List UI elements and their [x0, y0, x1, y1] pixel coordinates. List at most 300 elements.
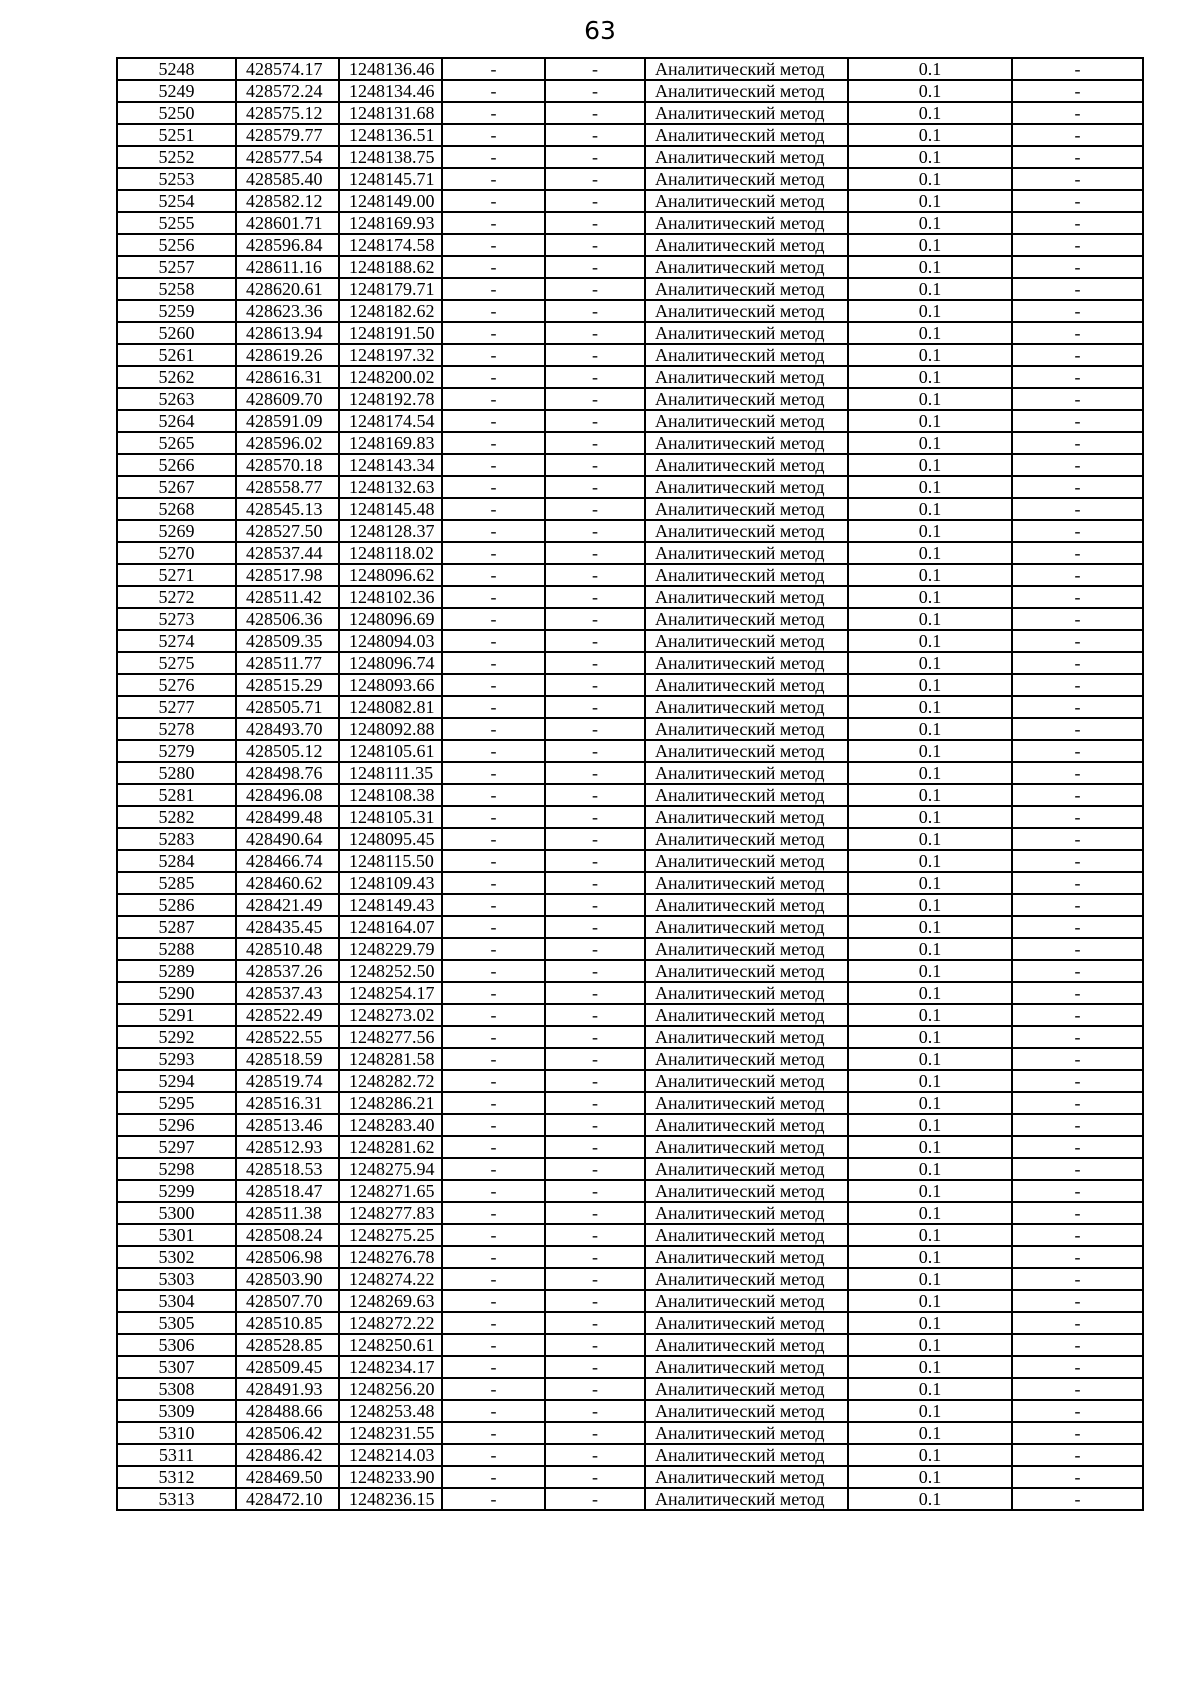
- dash-cell-c: -: [1012, 828, 1143, 850]
- y-coordinate-cell: 1248254.17: [339, 982, 442, 1004]
- dash-cell-b: -: [545, 982, 645, 1004]
- point-number-cell: 5303: [117, 1268, 236, 1290]
- accuracy-cell: 0.1: [848, 344, 1012, 366]
- dash-cell-a: -: [442, 564, 545, 586]
- dash-cell-c: -: [1012, 872, 1143, 894]
- y-coordinate-cell: 1248118.02: [339, 542, 442, 564]
- x-coordinate-cell: 428574.17: [236, 58, 339, 80]
- dash-cell-a: -: [442, 938, 545, 960]
- x-coordinate-cell: 428472.10: [236, 1488, 339, 1510]
- table-row: [117, 212, 1143, 234]
- accuracy-cell: 0.1: [848, 432, 1012, 454]
- dash-cell-b: -: [545, 916, 645, 938]
- table-row: [117, 300, 1143, 322]
- accuracy-cell: 0.1: [848, 168, 1012, 190]
- method-cell: Аналитический метод: [645, 1290, 848, 1312]
- y-coordinate-cell: 1248109.43: [339, 872, 442, 894]
- dash-cell-a: -: [442, 1400, 545, 1422]
- point-number-cell: 5261: [117, 344, 236, 366]
- accuracy-cell: 0.1: [848, 1070, 1012, 1092]
- dash-cell-a: -: [442, 190, 545, 212]
- accuracy-cell: 0.1: [848, 212, 1012, 234]
- x-coordinate-cell: 428518.59: [236, 1048, 339, 1070]
- accuracy-cell: 0.1: [848, 1092, 1012, 1114]
- x-coordinate-cell: 428591.09: [236, 410, 339, 432]
- method-cell: Аналитический метод: [645, 916, 848, 938]
- dash-cell-a: -: [442, 652, 545, 674]
- point-number-cell: 5262: [117, 366, 236, 388]
- dash-cell-c: -: [1012, 1114, 1143, 1136]
- dash-cell-a: -: [442, 916, 545, 938]
- point-number-cell: 5272: [117, 586, 236, 608]
- dash-cell-b: -: [545, 498, 645, 520]
- table-row: [117, 850, 1143, 872]
- accuracy-cell: 0.1: [848, 718, 1012, 740]
- table-row: [117, 608, 1143, 630]
- accuracy-cell: 0.1: [848, 1334, 1012, 1356]
- dash-cell-a: -: [442, 960, 545, 982]
- dash-cell-b: -: [545, 850, 645, 872]
- x-coordinate-cell: 428572.24: [236, 80, 339, 102]
- point-number-cell: 5297: [117, 1136, 236, 1158]
- method-cell: Аналитический метод: [645, 1114, 848, 1136]
- accuracy-cell: 0.1: [848, 520, 1012, 542]
- x-coordinate-cell: 428623.36: [236, 300, 339, 322]
- dash-cell-c: -: [1012, 124, 1143, 146]
- table-row: [117, 1070, 1143, 1092]
- dash-cell-b: -: [545, 256, 645, 278]
- x-coordinate-cell: 428496.08: [236, 784, 339, 806]
- dash-cell-a: -: [442, 1268, 545, 1290]
- point-number-cell: 5269: [117, 520, 236, 542]
- point-number-cell: 5253: [117, 168, 236, 190]
- point-number-cell: 5282: [117, 806, 236, 828]
- accuracy-cell: 0.1: [848, 828, 1012, 850]
- accuracy-cell: 0.1: [848, 1246, 1012, 1268]
- y-coordinate-cell: 1248281.58: [339, 1048, 442, 1070]
- table-row: [117, 476, 1143, 498]
- table-row: [117, 784, 1143, 806]
- table-row: [117, 916, 1143, 938]
- dash-cell-b: -: [545, 960, 645, 982]
- table-row: [117, 366, 1143, 388]
- method-cell: Аналитический метод: [645, 388, 848, 410]
- table-row: [117, 432, 1143, 454]
- point-number-cell: 5298: [117, 1158, 236, 1180]
- dash-cell-a: -: [442, 300, 545, 322]
- table-row: [117, 718, 1143, 740]
- dash-cell-a: -: [442, 1356, 545, 1378]
- dash-cell-a: -: [442, 872, 545, 894]
- y-coordinate-cell: 1248108.38: [339, 784, 442, 806]
- x-coordinate-cell: 428503.90: [236, 1268, 339, 1290]
- dash-cell-c: -: [1012, 1070, 1143, 1092]
- x-coordinate-cell: 428528.85: [236, 1334, 339, 1356]
- point-number-cell: 5299: [117, 1180, 236, 1202]
- dash-cell-c: -: [1012, 652, 1143, 674]
- dash-cell-b: -: [545, 388, 645, 410]
- accuracy-cell: 0.1: [848, 762, 1012, 784]
- dash-cell-b: -: [545, 1378, 645, 1400]
- dash-cell-b: -: [545, 696, 645, 718]
- accuracy-cell: 0.1: [848, 124, 1012, 146]
- y-coordinate-cell: 1248191.50: [339, 322, 442, 344]
- dash-cell-c: -: [1012, 1136, 1143, 1158]
- point-number-cell: 5307: [117, 1356, 236, 1378]
- method-cell: Аналитический метод: [645, 102, 848, 124]
- method-cell: Аналитический метод: [645, 190, 848, 212]
- dash-cell-c: -: [1012, 630, 1143, 652]
- table-row: [117, 652, 1143, 674]
- point-number-cell: 5248: [117, 58, 236, 80]
- y-coordinate-cell: 1248253.48: [339, 1400, 442, 1422]
- x-coordinate-cell: 428508.24: [236, 1224, 339, 1246]
- y-coordinate-cell: 1248096.74: [339, 652, 442, 674]
- dash-cell-b: -: [545, 1466, 645, 1488]
- point-number-cell: 5283: [117, 828, 236, 850]
- x-coordinate-cell: 428488.66: [236, 1400, 339, 1422]
- accuracy-cell: 0.1: [848, 278, 1012, 300]
- table-row: [117, 1378, 1143, 1400]
- x-coordinate-cell: 428510.48: [236, 938, 339, 960]
- dash-cell-b: -: [545, 300, 645, 322]
- method-cell: Аналитический метод: [645, 828, 848, 850]
- x-coordinate-cell: 428516.31: [236, 1092, 339, 1114]
- method-cell: Аналитический метод: [645, 630, 848, 652]
- dash-cell-c: -: [1012, 1356, 1143, 1378]
- table-row: [117, 894, 1143, 916]
- point-number-cell: 5309: [117, 1400, 236, 1422]
- table-row: [117, 124, 1143, 146]
- accuracy-cell: 0.1: [848, 1268, 1012, 1290]
- dash-cell-a: -: [442, 410, 545, 432]
- point-number-cell: 5310: [117, 1422, 236, 1444]
- dash-cell-c: -: [1012, 696, 1143, 718]
- point-number-cell: 5284: [117, 850, 236, 872]
- accuracy-cell: 0.1: [848, 872, 1012, 894]
- dash-cell-a: -: [442, 982, 545, 1004]
- method-cell: Аналитический метод: [645, 1224, 848, 1246]
- table-row: [117, 806, 1143, 828]
- table-row: [117, 1092, 1143, 1114]
- point-number-cell: 5249: [117, 80, 236, 102]
- method-cell: Аналитический метод: [645, 300, 848, 322]
- dash-cell-b: -: [545, 674, 645, 696]
- x-coordinate-cell: 428518.47: [236, 1180, 339, 1202]
- method-cell: Аналитический метод: [645, 454, 848, 476]
- dash-cell-c: -: [1012, 476, 1143, 498]
- dash-cell-a: -: [442, 432, 545, 454]
- dash-cell-b: -: [545, 1004, 645, 1026]
- method-cell: Аналитический метод: [645, 960, 848, 982]
- accuracy-cell: 0.1: [848, 652, 1012, 674]
- page-number: 63: [584, 16, 616, 45]
- table-row: [117, 982, 1143, 1004]
- y-coordinate-cell: 1248250.61: [339, 1334, 442, 1356]
- accuracy-cell: 0.1: [848, 454, 1012, 476]
- method-cell: Аналитический метод: [645, 410, 848, 432]
- y-coordinate-cell: 1248092.88: [339, 718, 442, 740]
- dash-cell-c: -: [1012, 608, 1143, 630]
- dash-cell-a: -: [442, 124, 545, 146]
- y-coordinate-cell: 1248102.36: [339, 586, 442, 608]
- dash-cell-a: -: [442, 256, 545, 278]
- x-coordinate-cell: 428506.98: [236, 1246, 339, 1268]
- table-row: [117, 1136, 1143, 1158]
- point-number-cell: 5311: [117, 1444, 236, 1466]
- table-row: [117, 58, 1143, 80]
- y-coordinate-cell: 1248128.37: [339, 520, 442, 542]
- y-coordinate-cell: 1248256.20: [339, 1378, 442, 1400]
- dash-cell-b: -: [545, 1356, 645, 1378]
- table-row: [117, 256, 1143, 278]
- dash-cell-b: -: [545, 652, 645, 674]
- point-number-cell: 5306: [117, 1334, 236, 1356]
- y-coordinate-cell: 1248174.54: [339, 410, 442, 432]
- table-row: [117, 520, 1143, 542]
- dash-cell-c: -: [1012, 58, 1143, 80]
- accuracy-cell: 0.1: [848, 806, 1012, 828]
- dash-cell-b: -: [545, 102, 645, 124]
- accuracy-cell: 0.1: [848, 1136, 1012, 1158]
- dash-cell-c: -: [1012, 1224, 1143, 1246]
- dash-cell-b: -: [545, 718, 645, 740]
- x-coordinate-cell: 428491.93: [236, 1378, 339, 1400]
- method-cell: Аналитический метод: [645, 366, 848, 388]
- y-coordinate-cell: 1248132.63: [339, 476, 442, 498]
- point-number-cell: 5281: [117, 784, 236, 806]
- dash-cell-c: -: [1012, 564, 1143, 586]
- table-row: [117, 1290, 1143, 1312]
- x-coordinate-cell: 428575.12: [236, 102, 339, 124]
- dash-cell-a: -: [442, 1312, 545, 1334]
- dash-cell-c: -: [1012, 850, 1143, 872]
- dash-cell-c: -: [1012, 322, 1143, 344]
- method-cell: Аналитический метод: [645, 608, 848, 630]
- point-number-cell: 5312: [117, 1466, 236, 1488]
- method-cell: Аналитический метод: [645, 938, 848, 960]
- x-coordinate-cell: 428596.84: [236, 234, 339, 256]
- x-coordinate-cell: 428570.18: [236, 454, 339, 476]
- dash-cell-b: -: [545, 80, 645, 102]
- accuracy-cell: 0.1: [848, 1400, 1012, 1422]
- method-cell: Аналитический метод: [645, 1048, 848, 1070]
- accuracy-cell: 0.1: [848, 1224, 1012, 1246]
- table-row: [117, 1444, 1143, 1466]
- table-row: [117, 828, 1143, 850]
- x-coordinate-cell: 428490.64: [236, 828, 339, 850]
- dash-cell-a: -: [442, 1114, 545, 1136]
- point-number-cell: 5285: [117, 872, 236, 894]
- x-coordinate-cell: 428537.43: [236, 982, 339, 1004]
- dash-cell-c: -: [1012, 212, 1143, 234]
- y-coordinate-cell: 1248179.71: [339, 278, 442, 300]
- table-row: [117, 630, 1143, 652]
- point-number-cell: 5300: [117, 1202, 236, 1224]
- x-coordinate-cell: 428522.49: [236, 1004, 339, 1026]
- dash-cell-a: -: [442, 542, 545, 564]
- dash-cell-b: -: [545, 828, 645, 850]
- table-row: [117, 1048, 1143, 1070]
- accuracy-cell: 0.1: [848, 674, 1012, 696]
- accuracy-cell: 0.1: [848, 322, 1012, 344]
- x-coordinate-cell: 428609.70: [236, 388, 339, 410]
- dash-cell-b: -: [545, 630, 645, 652]
- method-cell: Аналитический метод: [645, 850, 848, 872]
- accuracy-cell: 0.1: [848, 1180, 1012, 1202]
- accuracy-cell: 0.1: [848, 256, 1012, 278]
- point-number-cell: 5264: [117, 410, 236, 432]
- dash-cell-c: -: [1012, 1246, 1143, 1268]
- dash-cell-b: -: [545, 1070, 645, 1092]
- table-row: [117, 1356, 1143, 1378]
- dash-cell-b: -: [545, 1312, 645, 1334]
- dash-cell-a: -: [442, 1378, 545, 1400]
- table-row: [117, 586, 1143, 608]
- dash-cell-c: -: [1012, 410, 1143, 432]
- x-coordinate-cell: 428613.94: [236, 322, 339, 344]
- method-cell: Аналитический метод: [645, 520, 848, 542]
- dash-cell-b: -: [545, 1268, 645, 1290]
- dash-cell-c: -: [1012, 454, 1143, 476]
- method-cell: Аналитический метод: [645, 1180, 848, 1202]
- y-coordinate-cell: 1248131.68: [339, 102, 442, 124]
- table-row: [117, 146, 1143, 168]
- y-coordinate-cell: 1248169.83: [339, 432, 442, 454]
- dash-cell-a: -: [442, 146, 545, 168]
- y-coordinate-cell: 1248283.40: [339, 1114, 442, 1136]
- table-row: [117, 674, 1143, 696]
- accuracy-cell: 0.1: [848, 234, 1012, 256]
- point-number-cell: 5277: [117, 696, 236, 718]
- y-coordinate-cell: 1248281.62: [339, 1136, 442, 1158]
- dash-cell-a: -: [442, 520, 545, 542]
- dash-cell-b: -: [545, 454, 645, 476]
- dash-cell-c: -: [1012, 1488, 1143, 1510]
- y-coordinate-cell: 1248231.55: [339, 1422, 442, 1444]
- dash-cell-c: -: [1012, 234, 1143, 256]
- y-coordinate-cell: 1248275.94: [339, 1158, 442, 1180]
- method-cell: Аналитический метод: [645, 476, 848, 498]
- point-number-cell: 5260: [117, 322, 236, 344]
- accuracy-cell: 0.1: [848, 1026, 1012, 1048]
- table-row: [117, 1268, 1143, 1290]
- method-cell: Аналитический метод: [645, 652, 848, 674]
- accuracy-cell: 0.1: [848, 146, 1012, 168]
- method-cell: Аналитический метод: [645, 1312, 848, 1334]
- point-number-cell: 5259: [117, 300, 236, 322]
- table-row: [117, 234, 1143, 256]
- accuracy-cell: 0.1: [848, 850, 1012, 872]
- dash-cell-b: -: [545, 1334, 645, 1356]
- table-body: [117, 58, 1143, 1510]
- y-coordinate-cell: 1248282.72: [339, 1070, 442, 1092]
- dash-cell-b: -: [545, 1026, 645, 1048]
- accuracy-cell: 0.1: [848, 498, 1012, 520]
- point-number-cell: 5265: [117, 432, 236, 454]
- dash-cell-b: -: [545, 146, 645, 168]
- dash-cell-c: -: [1012, 1202, 1143, 1224]
- x-coordinate-cell: 428527.50: [236, 520, 339, 542]
- point-number-cell: 5290: [117, 982, 236, 1004]
- y-coordinate-cell: 1248082.81: [339, 696, 442, 718]
- y-coordinate-cell: 1248274.22: [339, 1268, 442, 1290]
- point-number-cell: 5295: [117, 1092, 236, 1114]
- y-coordinate-cell: 1248095.45: [339, 828, 442, 850]
- dash-cell-a: -: [442, 718, 545, 740]
- dash-cell-a: -: [442, 1136, 545, 1158]
- y-coordinate-cell: 1248182.62: [339, 300, 442, 322]
- y-coordinate-cell: 1248271.65: [339, 1180, 442, 1202]
- point-number-cell: 5279: [117, 740, 236, 762]
- table-row: [117, 1488, 1143, 1510]
- dash-cell-b: -: [545, 1158, 645, 1180]
- dash-cell-c: -: [1012, 432, 1143, 454]
- table-row: [117, 872, 1143, 894]
- accuracy-cell: 0.1: [848, 1048, 1012, 1070]
- dash-cell-a: -: [442, 1488, 545, 1510]
- accuracy-cell: 0.1: [848, 388, 1012, 410]
- method-cell: Аналитический метод: [645, 1202, 848, 1224]
- table-row: [117, 322, 1143, 344]
- dash-cell-c: -: [1012, 1004, 1143, 1026]
- dash-cell-c: -: [1012, 1092, 1143, 1114]
- method-cell: Аналитический метод: [645, 58, 848, 80]
- dash-cell-a: -: [442, 1180, 545, 1202]
- x-coordinate-cell: 428517.98: [236, 564, 339, 586]
- y-coordinate-cell: 1248094.03: [339, 630, 442, 652]
- point-number-cell: 5263: [117, 388, 236, 410]
- point-number-cell: 5275: [117, 652, 236, 674]
- point-number-cell: 5287: [117, 916, 236, 938]
- y-coordinate-cell: 1248200.02: [339, 366, 442, 388]
- table-row: [117, 498, 1143, 520]
- dash-cell-a: -: [442, 1048, 545, 1070]
- point-number-cell: 5273: [117, 608, 236, 630]
- method-cell: Аналитический метод: [645, 1246, 848, 1268]
- y-coordinate-cell: 1248233.90: [339, 1466, 442, 1488]
- table-row: [117, 344, 1143, 366]
- point-number-cell: 5274: [117, 630, 236, 652]
- x-coordinate-cell: 428596.02: [236, 432, 339, 454]
- dash-cell-a: -: [442, 630, 545, 652]
- dash-cell-a: -: [442, 1202, 545, 1224]
- dash-cell-c: -: [1012, 806, 1143, 828]
- dash-cell-b: -: [545, 564, 645, 586]
- x-coordinate-cell: 428522.55: [236, 1026, 339, 1048]
- dash-cell-a: -: [442, 80, 545, 102]
- point-number-cell: 5296: [117, 1114, 236, 1136]
- x-coordinate-cell: 428493.70: [236, 718, 339, 740]
- method-cell: Аналитический метод: [645, 322, 848, 344]
- x-coordinate-cell: 428512.93: [236, 1136, 339, 1158]
- point-number-cell: 5266: [117, 454, 236, 476]
- dash-cell-c: -: [1012, 762, 1143, 784]
- point-number-cell: 5255: [117, 212, 236, 234]
- dash-cell-a: -: [442, 278, 545, 300]
- x-coordinate-cell: 428510.85: [236, 1312, 339, 1334]
- y-coordinate-cell: 1248188.62: [339, 256, 442, 278]
- method-cell: Аналитический метод: [645, 146, 848, 168]
- dash-cell-c: -: [1012, 1378, 1143, 1400]
- dash-cell-c: -: [1012, 344, 1143, 366]
- point-number-cell: 5294: [117, 1070, 236, 1092]
- dash-cell-b: -: [545, 872, 645, 894]
- point-number-cell: 5313: [117, 1488, 236, 1510]
- method-cell: Аналитический метод: [645, 1444, 848, 1466]
- dash-cell-a: -: [442, 894, 545, 916]
- dash-cell-b: -: [545, 586, 645, 608]
